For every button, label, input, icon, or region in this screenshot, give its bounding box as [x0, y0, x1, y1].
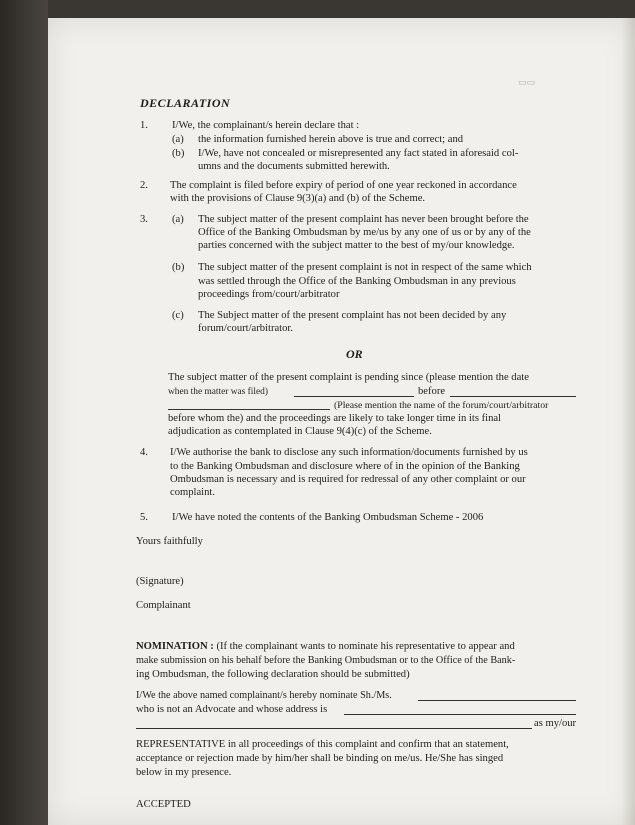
complainant-label: Complainant: [136, 600, 191, 611]
item-1b-line1: I/We, have not concealed or misrepresented any fact stated in aforesaid col-: [198, 148, 519, 159]
nomination-line9: below in my presence.: [136, 767, 232, 778]
nomination-line4: I/We the above named complainant/s hereby nominate Sh./Ms.: [136, 690, 392, 701]
pending-line2-a: when the matter was filed): [168, 387, 268, 397]
item-1b-line2: umns and the documents submitted herewith.: [198, 161, 390, 172]
closing: Yours faithfully: [136, 536, 203, 547]
item-5-text: I/We have noted the contents of the Banking Ombudsman Scheme - 2006: [172, 512, 484, 523]
item-4-number: 4.: [140, 447, 148, 458]
signature-label: (Signature): [136, 576, 184, 587]
item-3c-line2: forum/court/arbitrator.: [198, 323, 294, 334]
item-2-number: 2.: [140, 180, 148, 191]
item-3a-label: (a): [172, 214, 184, 225]
nomination-line7: REPRESENTATIVE in all proceedings of this complaint and confirm that an statement,: [136, 739, 509, 750]
nomination-line8: acceptance or rejection made by him/her shall be binding on me/us. He/She has singed: [136, 753, 504, 764]
item-4-line4: complaint.: [170, 487, 216, 498]
nomination-label: NOMINATION :: [136, 641, 214, 652]
bleed-through-mark: ▭▭: [518, 78, 536, 88]
item-3a-line3: parties concerned with the subject matter to the best of my/our knowledge.: [198, 240, 515, 251]
item-3b-line1: The subject matter of the present complaint is not in respect of the same which: [198, 262, 532, 273]
item-4-line2: to the Banking Ombudsman and disclosure where of in the opinion of the Banking: [170, 461, 520, 472]
pending-line5: adjudication as contemplated in Clause 9(4)(c) of the Scheme.: [168, 426, 432, 437]
item-1-intro: I/We, the complainant/s herein declare that :: [172, 120, 360, 131]
item-1b-label: (b): [172, 148, 185, 159]
pending-line1: The subject matter of the present complaint is pending since (please mention the date: [168, 372, 529, 383]
item-4-line3: Ombudsman is necessary and is required for redressal of any other complaint or our: [170, 474, 526, 485]
item-1a-label: (a): [172, 134, 184, 145]
address-blank-1[interactable]: [344, 705, 576, 715]
item-3b-line3: proceedings from/court/arbitrator: [198, 289, 340, 300]
nominee-name-blank[interactable]: [418, 691, 576, 701]
nomination-line1-rest: (If the complainant wants to nominate his representative to appear and: [216, 641, 515, 652]
filed-date-blank[interactable]: [294, 387, 414, 397]
item-1a-text: the information furnished herein above is true and correct; and: [198, 134, 464, 145]
accepted-label: ACCEPTED: [136, 799, 191, 810]
nomination-line2: make submission on his behalf before the Banking Ombudsman or to the Office of the Bank-: [136, 655, 516, 666]
item-2-line2: with the provisions of Clause 9(3)(a) and (b) of the Scheme.: [170, 193, 426, 204]
nomination-line6-end: as my/our: [534, 718, 577, 729]
item-3c-label: (c): [172, 310, 184, 321]
address-blank-2[interactable]: [136, 719, 532, 729]
nomination-line1: [136, 641, 515, 653]
document-page: [48, 18, 635, 825]
item-3b-label: (b): [172, 262, 185, 273]
item-1-number: 1.: [140, 120, 148, 131]
item-4-line1: I/We authorise the bank to disclose any such information/documents furnished by us: [170, 447, 528, 458]
declaration-heading: DECLARATION: [140, 96, 231, 110]
item-2-line1: The complaint is filed before expiry of period of one year reckoned in accordance: [170, 180, 517, 191]
item-3b-line2: was settled through the Office of the Banking Ombudsman in any previous: [198, 276, 516, 287]
page-shadow: [621, 18, 635, 825]
pending-line3: (Please mention the name of the forum/court/arbitrator: [334, 400, 549, 411]
or-separator: OR: [346, 347, 363, 361]
scan-background-edge: [0, 0, 48, 825]
item-3a-line1: The subject matter of the present complaint has never been brought before the: [198, 214, 529, 225]
forum-blank[interactable]: [168, 400, 330, 410]
before-blank[interactable]: [450, 387, 576, 397]
pending-line4: before whom the) and the proceedings are likely to take longer time in its final: [168, 413, 502, 424]
item-5-number: 5.: [140, 512, 148, 523]
item-3a-line2: Office of the Banking Ombudsman by me/us by any one of us or by any of the: [198, 227, 531, 238]
item-3-number: 3.: [140, 214, 148, 225]
nomination-line5: who is not an Advocate and whose address is: [136, 704, 328, 715]
nomination-line3: ing Ombudsman, the following declaration should be submitted): [136, 669, 410, 680]
pending-line2-b: before: [418, 386, 446, 397]
item-3c-line1: The Subject matter of the present complaint has not been decided by any: [198, 310, 507, 321]
